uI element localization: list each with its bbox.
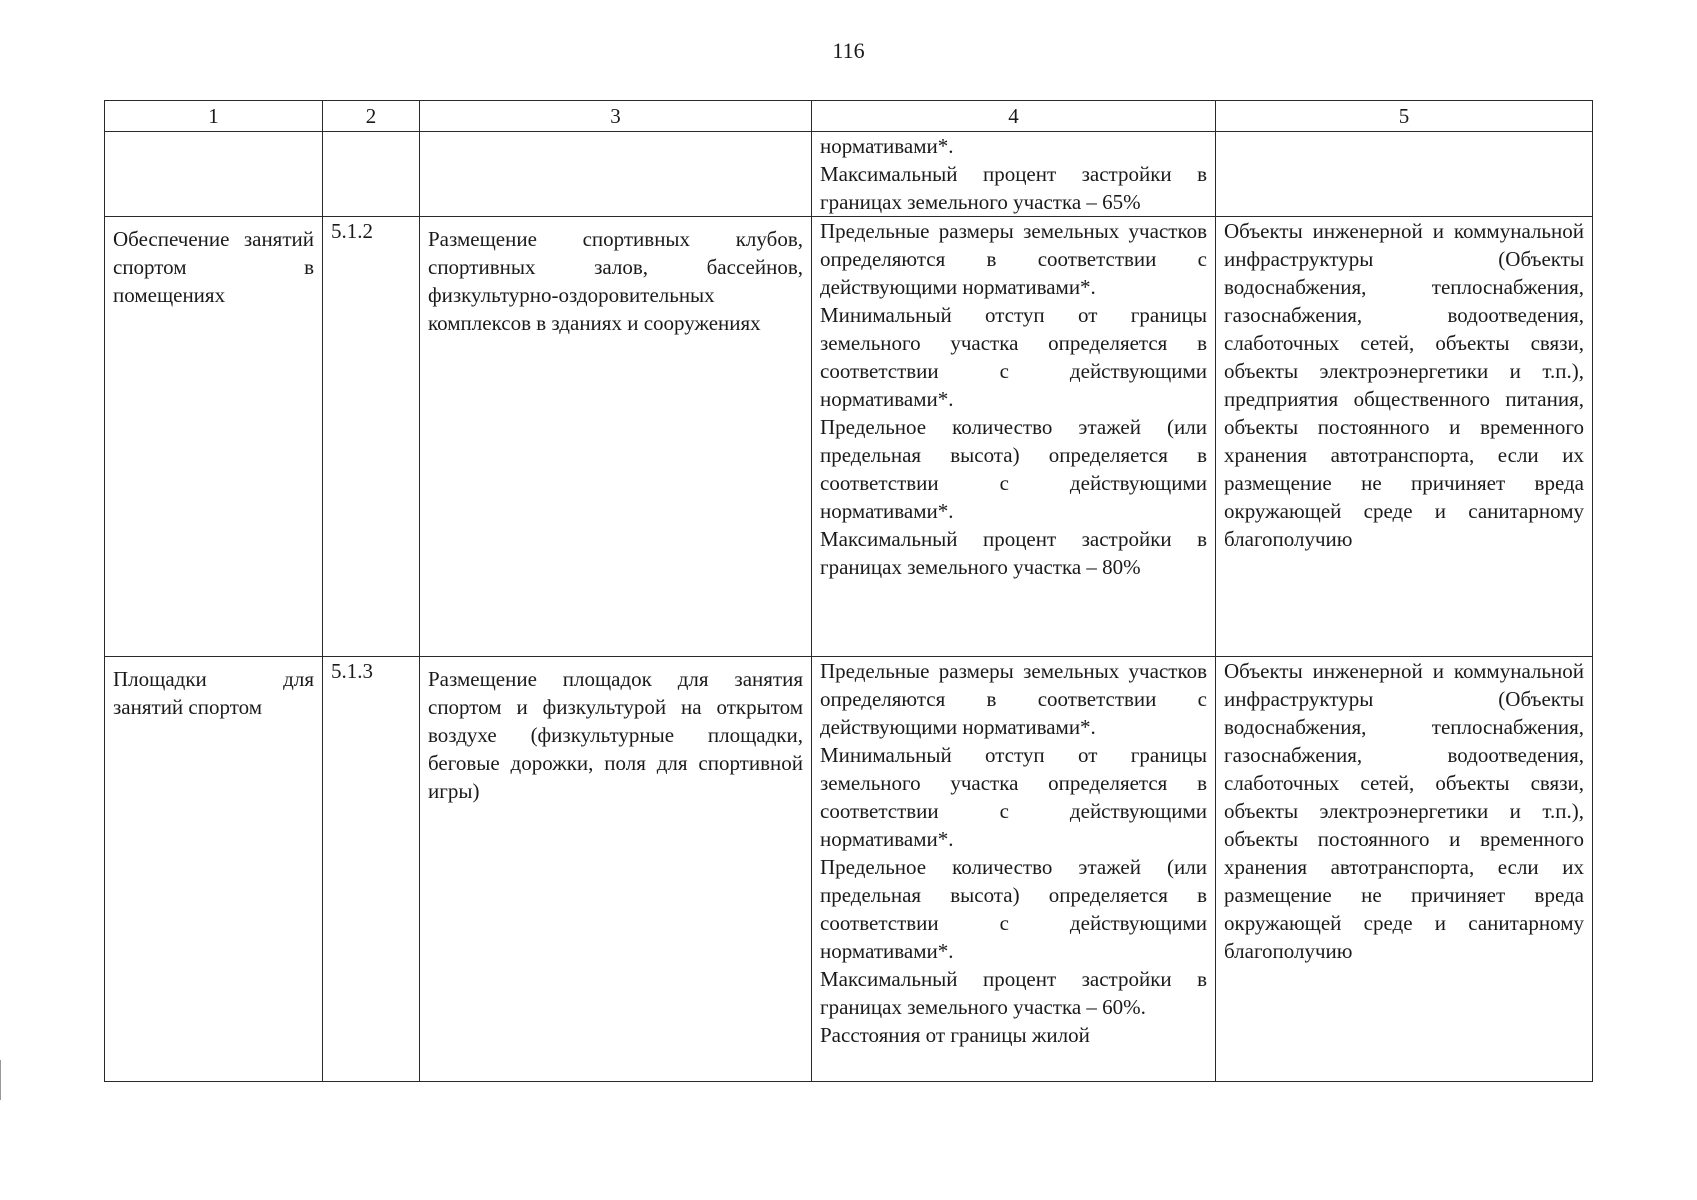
parameter-line: Расстояния от границы жилой	[820, 1023, 1090, 1047]
column-header: 5	[1216, 101, 1593, 132]
parameter-line: Максимальный процент застройки в границах земельного участка – 65%	[820, 162, 1207, 214]
parameters-cell	[812, 217, 1216, 657]
use-description-cell: Размещение спортивных клубов, спортивных залов, бассейнов, физкультурно-оздоровительных комплексов в зданиях и сооружениях	[420, 217, 812, 657]
use-description-cell	[420, 132, 812, 217]
parameters-cell	[812, 132, 1216, 217]
parameter-line: Максимальный процент застройки в границах земельного участка – 80%	[820, 527, 1207, 579]
auxiliary-uses-cell: Объекты инженерной и коммунальной инфраструктуры (Объекты водоснабжения, теплоснабжения, газоснабжения, водоотведения, слаботочных сетей, объекты связи, объекты электроэнергетики и т.п.), объекты постоянного и временного хранения автотранспорта, если их размещение не причиняет вреда окружающей среде и санитарному благополучию	[1216, 657, 1593, 1082]
use-code-cell: 5.1.2	[323, 217, 420, 657]
parameter-line: Минимальный отступ от границы земельного участка определяется в соответствии с действующими нормативами*.	[820, 743, 1207, 851]
page-number: 116	[832, 38, 865, 63]
column-header: 1	[105, 101, 323, 132]
auxiliary-uses-cell	[1216, 132, 1593, 217]
parameters-cell	[812, 657, 1216, 1082]
parameter-line: Предельные размеры земельных участков определяются в соответствии с действующими нормативами*.	[820, 659, 1207, 739]
scan-edge-mark	[0, 1060, 7, 1100]
use-description-cell: Размещение площадок для занятия спортом и физкультурой на открытом воздухе (физкультурные площадки, беговые дорожки, поля для спортивной игры)	[420, 657, 812, 1082]
table-header-row	[105, 101, 1593, 132]
use-code-cell	[323, 132, 420, 217]
use-name-cell	[105, 132, 323, 217]
use-name-cell: Площадки для занятий спортом	[105, 657, 323, 1082]
table-row	[105, 217, 1593, 657]
parameter-line: Максимальный процент застройки в границах земельного участка – 60%.	[820, 967, 1207, 1019]
column-header: 2	[323, 101, 420, 132]
auxiliary-uses-cell: Объекты инженерной и коммунальной инфраструктуры (Объекты водоснабжения, теплоснабжения, газоснабжения, водоотведения, слаботочных сетей, объекты связи, объекты электроэнергетики и т.п.), предприятия общественного питания, объекты постоянного и временного хранения автотранспорта, если их размещение не причиняет вреда окружающей среде и санитарному благополучию	[1216, 217, 1593, 657]
parameter-line: нормативами*.	[820, 134, 954, 158]
column-header: 3	[420, 101, 812, 132]
parameter-line: Предельные размеры земельных участков определяются в соответствии с действующими нормативами*.	[820, 219, 1207, 299]
use-code-cell: 5.1.3	[323, 657, 420, 1082]
column-header: 4	[812, 101, 1216, 132]
use-name-cell: Обеспечение занятий спортом в помещениях	[105, 217, 323, 657]
parameter-line: Минимальный отступ от границы земельного участка определяется в соответствии с действующими нормативами*.	[820, 303, 1207, 411]
parameter-line: Предельное количество этажей (или предельная высота) определяется в соответствии с действующими нормативами*.	[820, 415, 1207, 523]
table-row	[105, 657, 1593, 1082]
table-row	[105, 132, 1593, 217]
land-use-table	[104, 100, 1593, 1082]
parameter-line: Предельное количество этажей (или предельная высота) определяется в соответствии с действующими нормативами*.	[820, 855, 1207, 963]
